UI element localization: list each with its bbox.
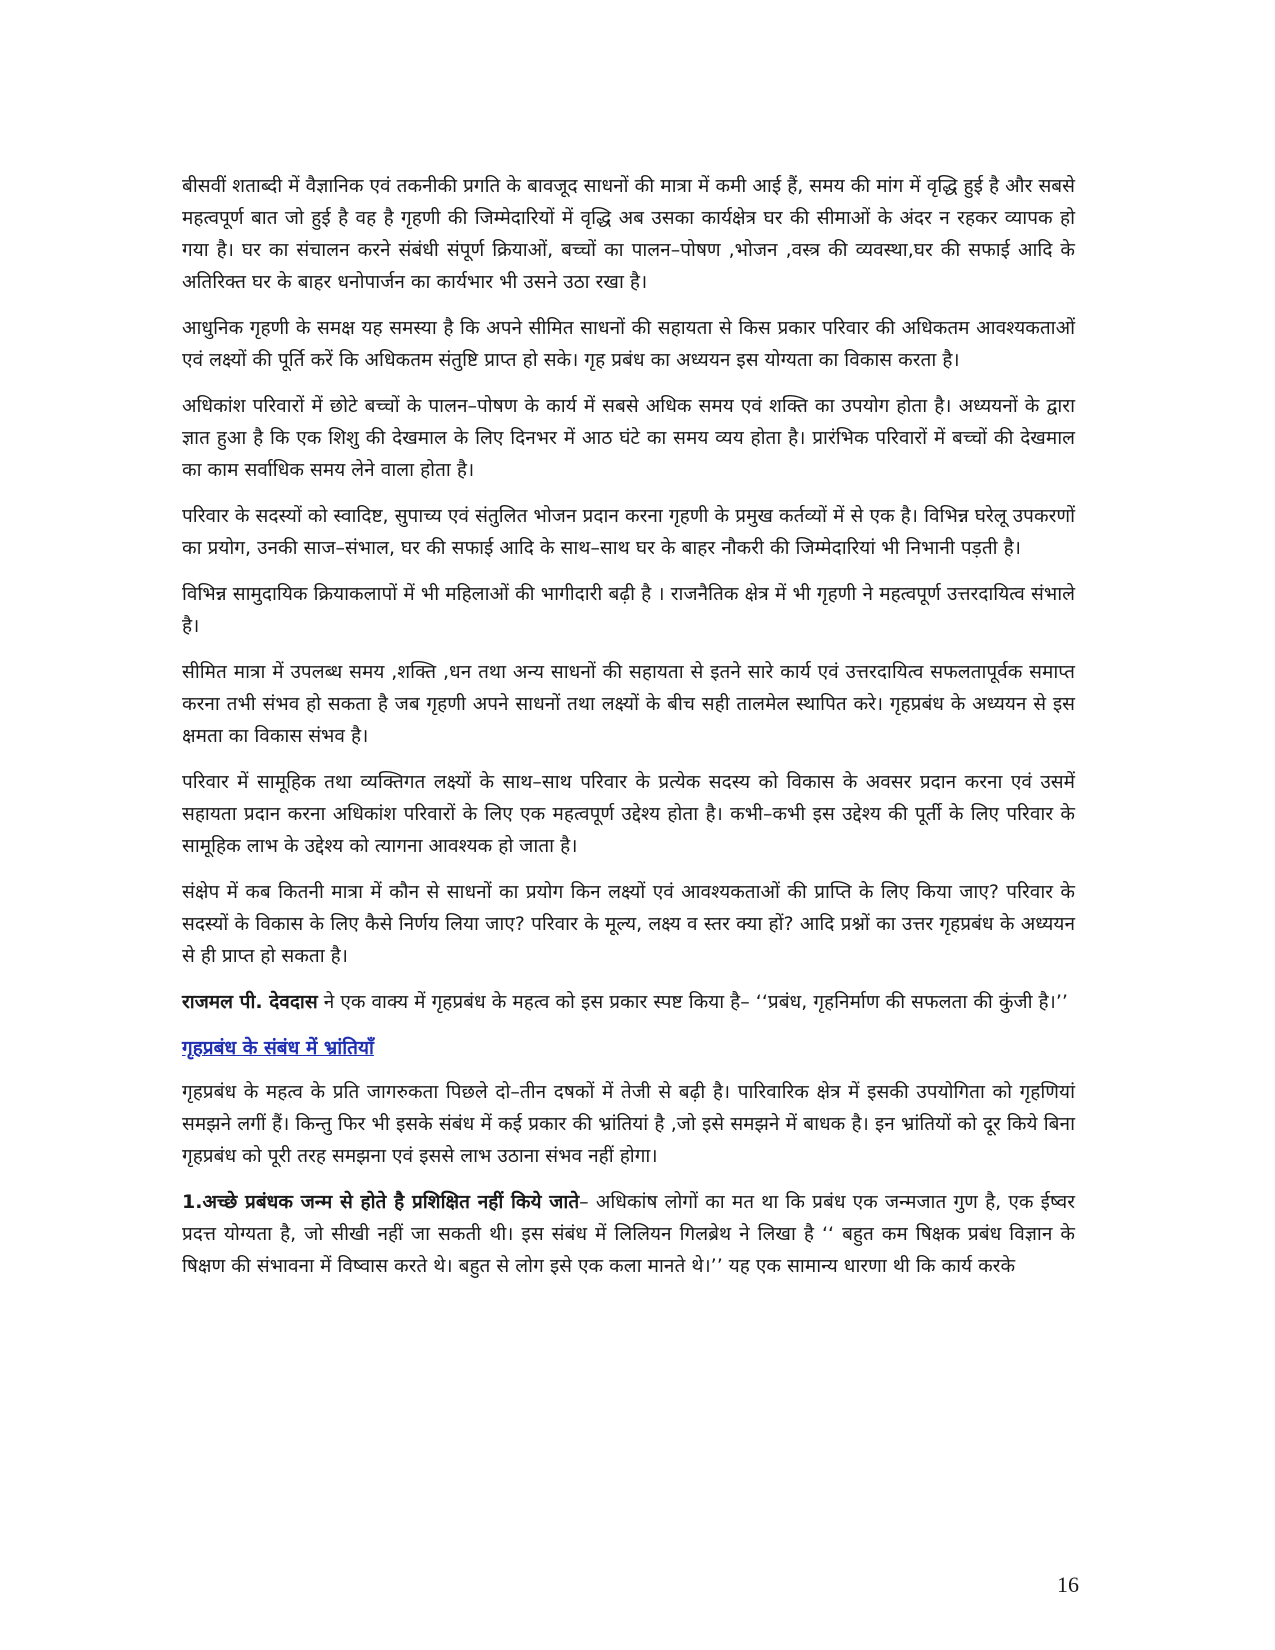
paragraph: विभिन्न सामुदायिक क्रियाकलापों में भी महिलाओं की भागीदारी बढ़ी है । राजनैतिक क्षेत्र में भी गृहणी ने महत्वपूर्ण उत्तरदायित्व संभाले है। xyxy=(182,583,1075,637)
section-paragraph: गृहप्रबंध के महत्व के प्रति जागरुकता पिछले दो–तीन दषकों में तेजी से बढ़ी है। पारिवारिक क्षेत्र में इसकी उपयोगिता को गृहणियां समझने लगीं हैं। किन्तु फिर भी इसके संबंध में कई प्रकार की भ्रांतियां है ,जो इसे समझने में बाधक है। इन भ्रांतियों को दूर किये बिना गृहप्रबंध को पूरी तरह समझना एवं इससे लाभ उठाना संभव नहीं होगा। xyxy=(182,1081,1075,1167)
paragraph: बीसवीं शताब्दी में वैज्ञानिक एवं तकनीकी प्रगति के बावजूद साधनों की मात्रा में कमी आई हैं, समय की मांग में वृद्धि हुई है और सबसे महत्वपूर्ण बात जो हुई है वह है गृहणी की जिम्मेदारियों में वृद्धि अब उसका कार्यक्षेत्र घर की सीमाओं के अंदर न रहकर व्यापक हो गया है। घर का संचालन करने संबंधी संपूर्ण क्रियाओं, बच्चों का पालन–पोषण ,भोजन ,वस्त्र की व्यवस्था,घर की सफाई आदि के अतिरिक्त घर के बाहर धनोपार्जन का कार्यभार भी उसने उठा रखा है। xyxy=(182,175,1075,293)
point-1-text: – अधिकांष लोगों का मत था कि प्रबंध एक जन्मजात गुण है, एक ईष्वर प्रदत्त योग्यता है, जो सीखी नहीं जा सकती थी। इस संबंध में लिलियन गिलब्रेथ ने लिखा है ‘‘ बहुत कम षिक्षक प्रबंध विज्ञान के षिक्षण की संभावना में विष्वास करते थे। बहुत से लोग इसे एक कला मानते थे।’’ यह एक सामान्य धारणा थी कि कार्य करके xyxy=(182,1191,1075,1277)
quote-paragraph xyxy=(182,986,1075,1018)
point-1-title: 1.अच्छे प्रबंधक जन्म से होते है प्रशिक्षित नहीं किये जाते xyxy=(182,1191,580,1213)
point-1-paragraph xyxy=(182,1186,1075,1282)
paragraph: अधिकांश परिवारों में छोटे बच्चों के पालन–पोषण के कार्य में सबसे अधिक समय एवं शक्ति का उपयोग होता है। अध्ययनों के द्वारा ज्ञात हुआ है कि एक शिशु की देखमाल के लिए दिनभर में आठ घंटे का समय व्यय होता है। प्रारंभिक परिवारों में बच्चों की देखमाल का काम सर्वाधिक समय लेने वाला होता है। xyxy=(182,395,1075,481)
paragraph: परिवार में सामूहिक तथा व्यक्तिगत लक्ष्यों के साथ–साथ परिवार के प्रत्येक सदस्य को विकास के अवसर प्रदान करना एवं उसमें सहायता प्रदान करना अधिकांश परिवारों के लिए एक महत्वपूर्ण उद्देश्य होता है। कभी–कभी इस उद्देश्य की पूर्ती के लिए परिवार के सामूहिक लाभ के उद्देश्य को त्यागना आवश्यक हो जाता है। xyxy=(182,771,1075,857)
page-number: 16 xyxy=(1057,1572,1079,1597)
quote-author: राजमल पी. देवदास xyxy=(182,991,318,1013)
paragraph: आधुनिक गृहणी के समक्ष यह समस्या है कि अपने सीमित साधनों की सहायता से किस प्रकार परिवार की अधिकतम आवश्यकताओं एवं लक्ष्यों की पूर्ति करें कि अधिकतम संतुष्टि प्राप्त हो सके। गृह प्रबंध का अध्ययन इस योग्यता का विकास करता है। xyxy=(182,317,1075,371)
section-heading: गृहप्रबंध के संबंध में भ्रांतियाँ xyxy=(182,1037,374,1059)
paragraph: परिवार के सदस्यों को स्वादिष्ट, सुपाच्य एवं संतुलित भोजन प्रदान करना गृहणी के प्रमुख कर्तव्यों में से एक है। विभिन्न घरेलू उपकरणों का प्रयोग, उनकी साज–संभाल, घर की सफाई आदि के साथ–साथ घर के बाहर नौकरी की जिम्मेदारियां भी निभानी पड़ती है। xyxy=(182,505,1075,559)
paragraph: सीमित मात्रा में उपलब्ध समय ,शक्ति ,धन तथा अन्य साधनों की सहायता से इतने सारे कार्य एवं उत्तरदायित्व सफलतापूर्वक समाप्त करना तभी संभव हो सकता है जब गृहणी अपने साधनों तथा लक्ष्यों के बीच सही तालमेल स्थापित करे। गृहप्रबंध के अध्ययन से इस क्षमता का विकास संभव है। xyxy=(182,661,1075,747)
paragraph: संक्षेप में कब कितनी मात्रा में कौन से साधनों का प्रयोग किन लक्ष्यों एवं आवश्यकताओं की प्राप्ति के लिए किया जाए? परिवार के सदस्यों के विकास के लिए कैसे निर्णय लिया जाए? परिवार के मूल्य, लक्ष्य व स्तर क्या हों? आदि प्रश्नों का उत्तर गृहप्रबंध के अध्ययन से ही प्राप्त हो सकता है। xyxy=(182,881,1075,967)
quote-text: ने एक वाक्य में गृहप्रबंध के महत्व को इस प्रकार स्पष्ट किया है– ‘‘प्रबंध, गृहनिर्माण की सफलता की कुंजी है।’’ xyxy=(317,991,1068,1013)
